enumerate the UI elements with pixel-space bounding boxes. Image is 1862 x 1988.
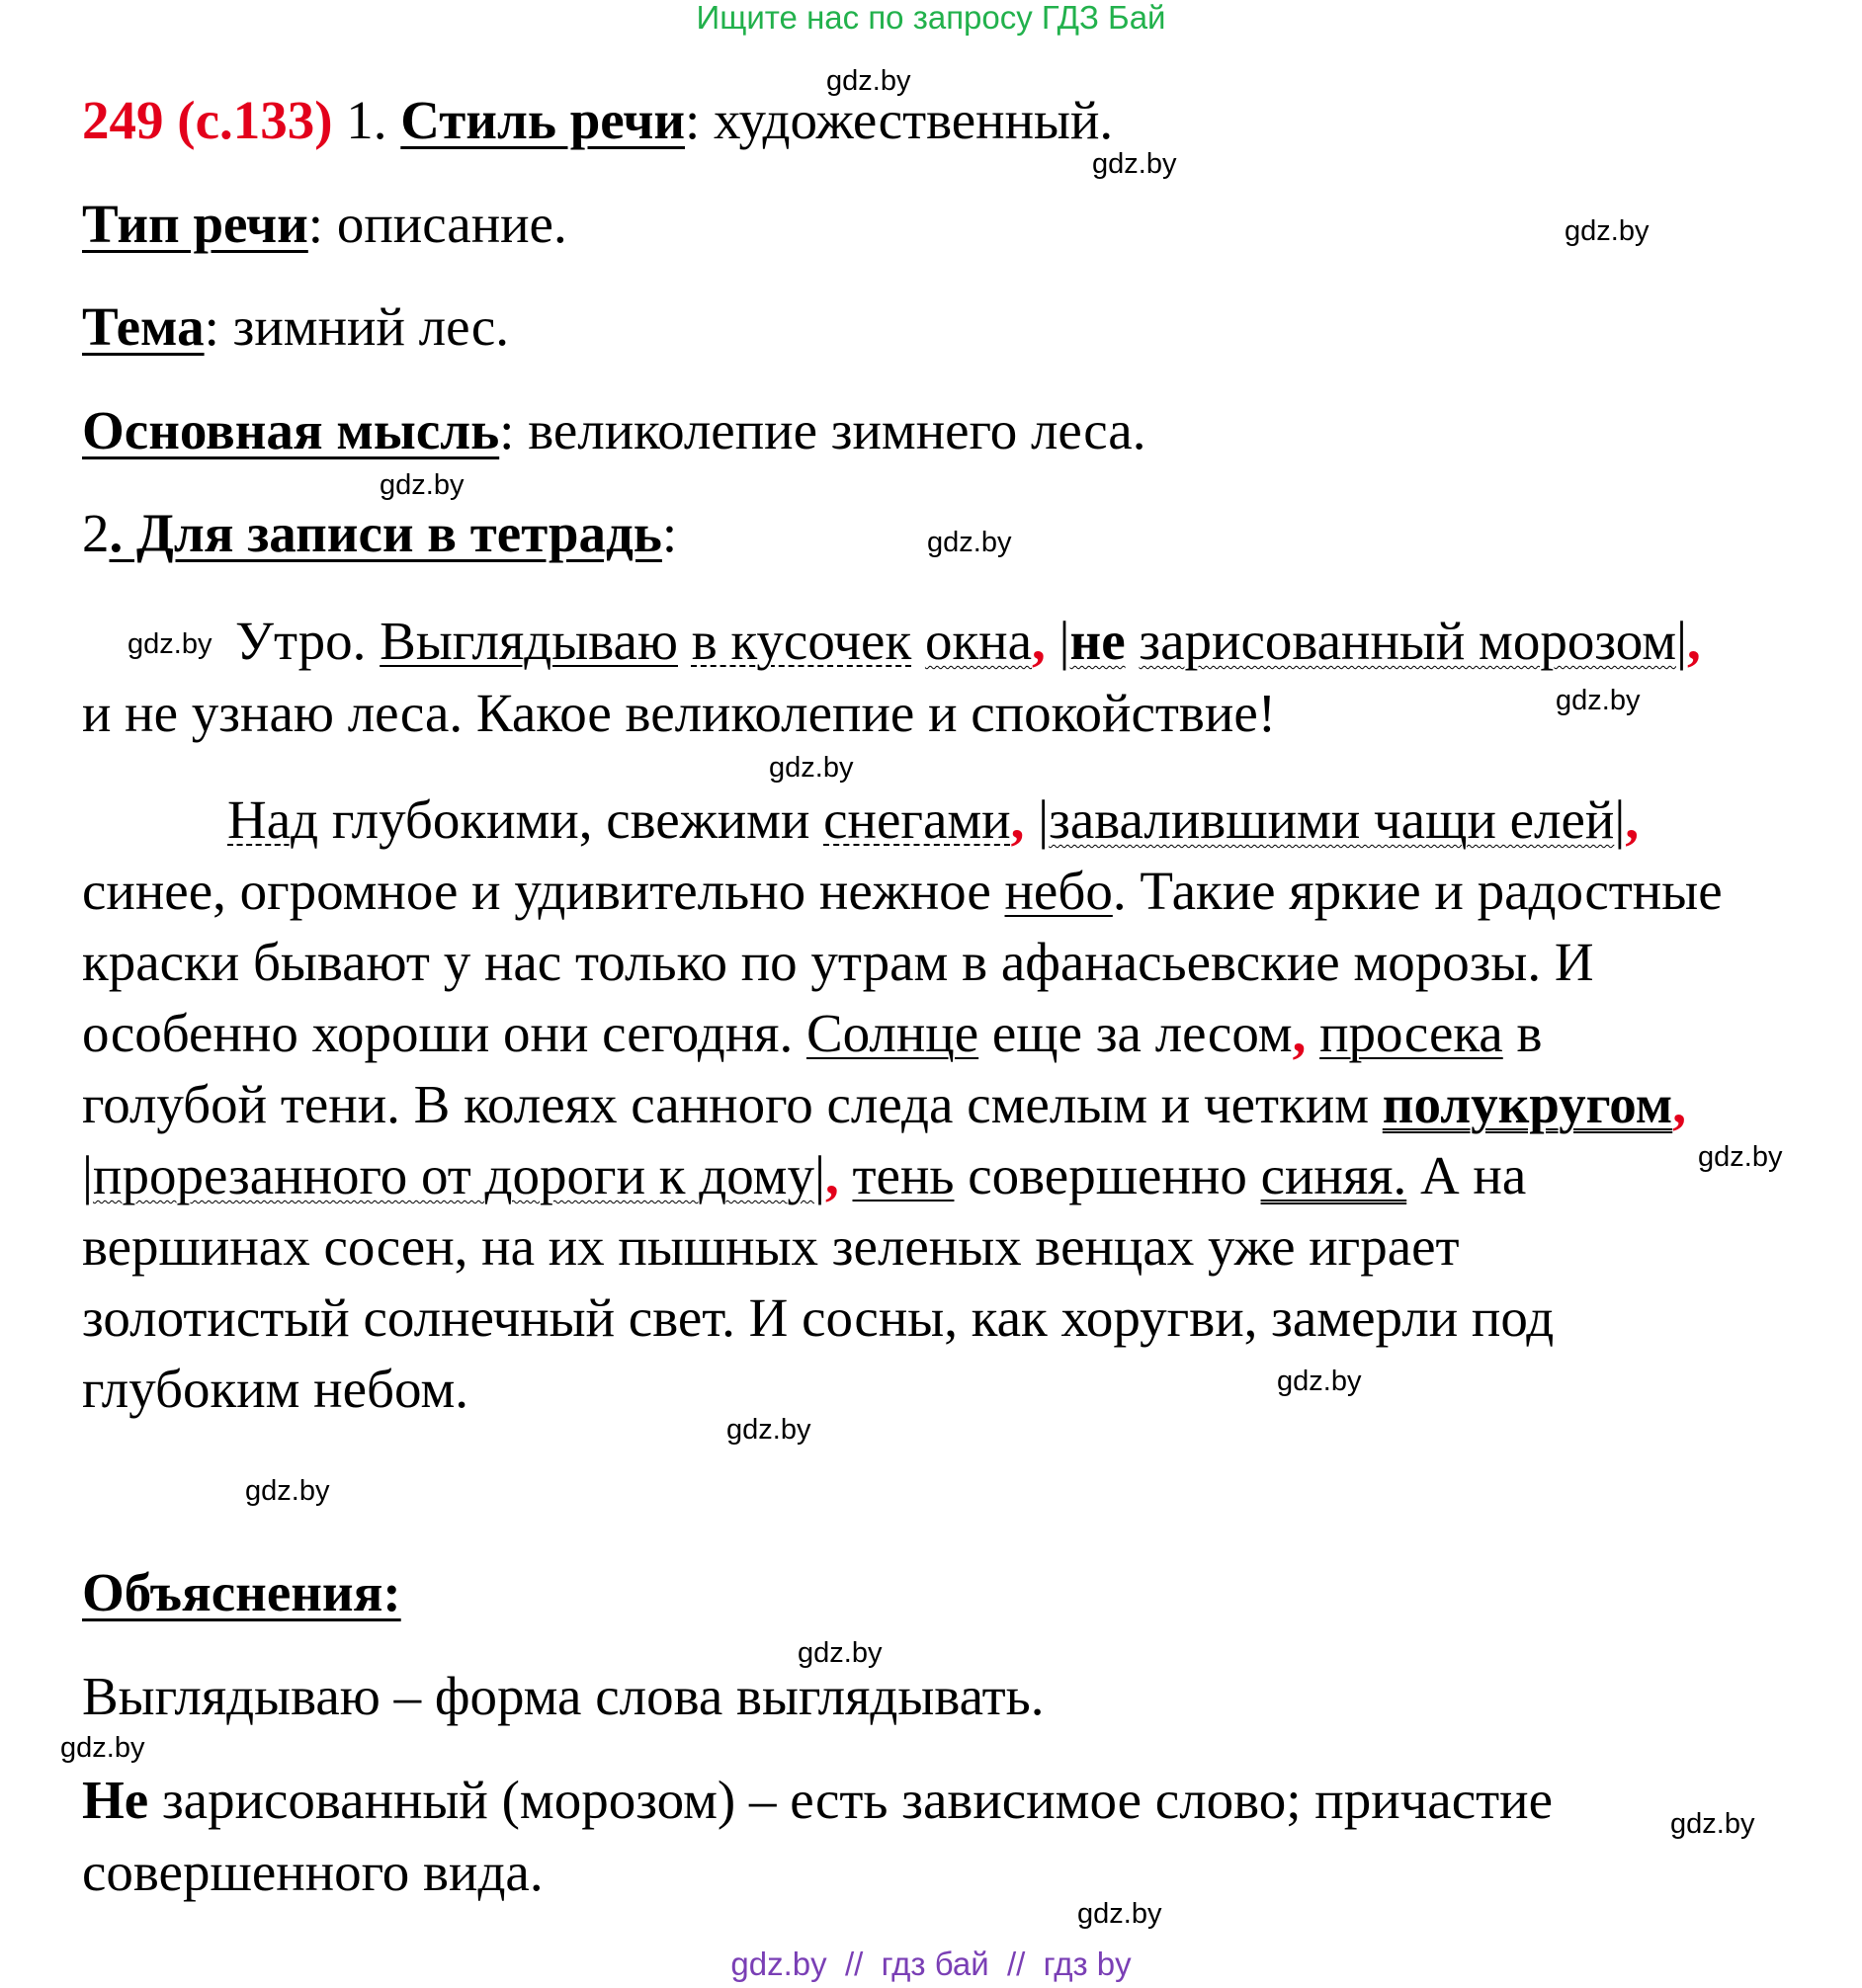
text-line: глубоким небом. (82, 1359, 469, 1419)
predicate: синяя. (1260, 1145, 1407, 1205)
explanation-2 (82, 1769, 1553, 1832)
watermark: gdz.by (1698, 1141, 1783, 1173)
explanation-2-text: зарисованный (морозом) – есть зависимое слово; причастие (161, 1770, 1553, 1830)
text-line: краски бывают у нас только по утрам в афанасьевские морозы. И (82, 932, 1594, 992)
explanation-1: Выглядываю – форма слова выглядывать. (82, 1666, 1045, 1726)
explanation-2-bold: Не (82, 1770, 149, 1830)
comma: , (1292, 1003, 1307, 1063)
text-words: особенно хороши они сегодня. (82, 1003, 794, 1063)
idea-label: Основная мысль (82, 400, 500, 460)
text-line (82, 1073, 1686, 1136)
explanations-heading: Объяснения: (82, 1562, 401, 1622)
text-words: глубокими, свежими (331, 789, 810, 850)
section-2-heading (82, 502, 677, 565)
type-value: : описание. (307, 194, 567, 254)
type-label: Тип речи (82, 194, 308, 254)
comma: , (1032, 611, 1046, 671)
comma: , (825, 1145, 839, 1205)
participle-not: не (1069, 611, 1126, 671)
bar: | (82, 1145, 94, 1205)
text-line (82, 1144, 1526, 1207)
watermark: gdz.by (1277, 1366, 1362, 1397)
text-line: и не узнаю леса. Какое великолепие и спокойствие! (82, 683, 1277, 743)
text-line (82, 1002, 1542, 1065)
item-number: 1. (346, 90, 387, 150)
section-2-number: 2 (82, 503, 110, 563)
text-words: совершенно (968, 1145, 1247, 1205)
watermark: gdz.by (1092, 148, 1177, 180)
participial-phrase: зарисованный морозом (1139, 611, 1677, 671)
watermark: gdz.by (1077, 1898, 1162, 1930)
watermark: gdz.by (1565, 215, 1650, 247)
watermark: gdz.by (1670, 1808, 1755, 1840)
text-line (82, 860, 1723, 923)
comma: , (1672, 1074, 1686, 1134)
task-number: 249 (с.133) (82, 90, 333, 150)
text-line: вершинах сосен, на их пышных зеленых венцах уже играет (82, 1216, 1460, 1277)
bar: | (1038, 789, 1050, 850)
subject: Солнце (805, 1003, 979, 1063)
object: снегами (823, 789, 1011, 850)
object: в кусочек (691, 611, 912, 671)
text-words: . Такие яркие и радостные (1112, 861, 1723, 921)
adverbial: Над (227, 789, 319, 850)
watermark: gdz.by (1556, 685, 1641, 716)
subject: тень (852, 1145, 955, 1205)
idea-value: : великолепие зимнего леса. (499, 400, 1146, 460)
text-line (235, 610, 1701, 673)
subject: небо (1004, 861, 1113, 921)
speech-type (82, 193, 567, 256)
bar: | (813, 1145, 825, 1205)
explanation-2-line2: совершенного вида. (82, 1842, 544, 1902)
watermark: gdz.by (726, 1414, 811, 1446)
watermark: gdz.by (927, 527, 1012, 558)
text-word: Утро. (235, 611, 367, 671)
footer-links: gdz.by // гдз бай // гдз by (730, 1946, 1132, 1982)
watermark: gdz.by (826, 65, 911, 97)
watermark: gdz.by (769, 752, 854, 784)
style-value: : художественный. (685, 90, 1114, 150)
watermark: gdz.by (60, 1732, 145, 1764)
bar: | (1058, 611, 1070, 671)
text-words: еще за лесом (991, 1003, 1293, 1063)
theme-value: : зимний лес. (204, 296, 510, 357)
section-2-label: . Для записи в тетрадь (109, 503, 662, 563)
task-heading (82, 89, 1113, 152)
text-words: А на (1419, 1145, 1527, 1205)
watermark: gdz.by (798, 1637, 883, 1669)
watermark: gdz.by (245, 1475, 330, 1507)
definition: окна (924, 611, 1033, 671)
text-words: в (1516, 1003, 1543, 1063)
participial-phrase: завалившими чащи елей (1049, 789, 1615, 850)
section-2-colon: : (661, 503, 678, 563)
subject: просека (1319, 1003, 1503, 1063)
bar: | (1614, 789, 1626, 850)
theme-label: Тема (82, 296, 205, 357)
text-words: синее, огромное и удивительно нежное (82, 861, 991, 921)
comma: , (1625, 789, 1640, 850)
theme (82, 295, 509, 359)
text-line: золотистый солнечный свет. И сосны, как хоругви, замерли под (82, 1287, 1555, 1348)
predicate: Выглядываю (380, 611, 678, 671)
bar: | (1676, 611, 1688, 671)
watermark: gdz.by (380, 469, 465, 501)
watermark: gdz.by (127, 628, 212, 660)
comma: , (1687, 611, 1701, 671)
explanations-title (82, 1561, 401, 1624)
main-idea (82, 399, 1145, 462)
defined-word: полукругом (1382, 1074, 1673, 1134)
text-words: голубой тени. В колеях санного следа смелым и четким (82, 1074, 1370, 1134)
style-label: Стиль речи (400, 90, 686, 150)
participial-phrase: прорезанного от дороги к дому (93, 1145, 814, 1205)
top-banner: Ищите нас по запросу ГДЗ Бай (696, 0, 1166, 36)
comma: , (1010, 789, 1025, 850)
text-line (227, 788, 1639, 852)
